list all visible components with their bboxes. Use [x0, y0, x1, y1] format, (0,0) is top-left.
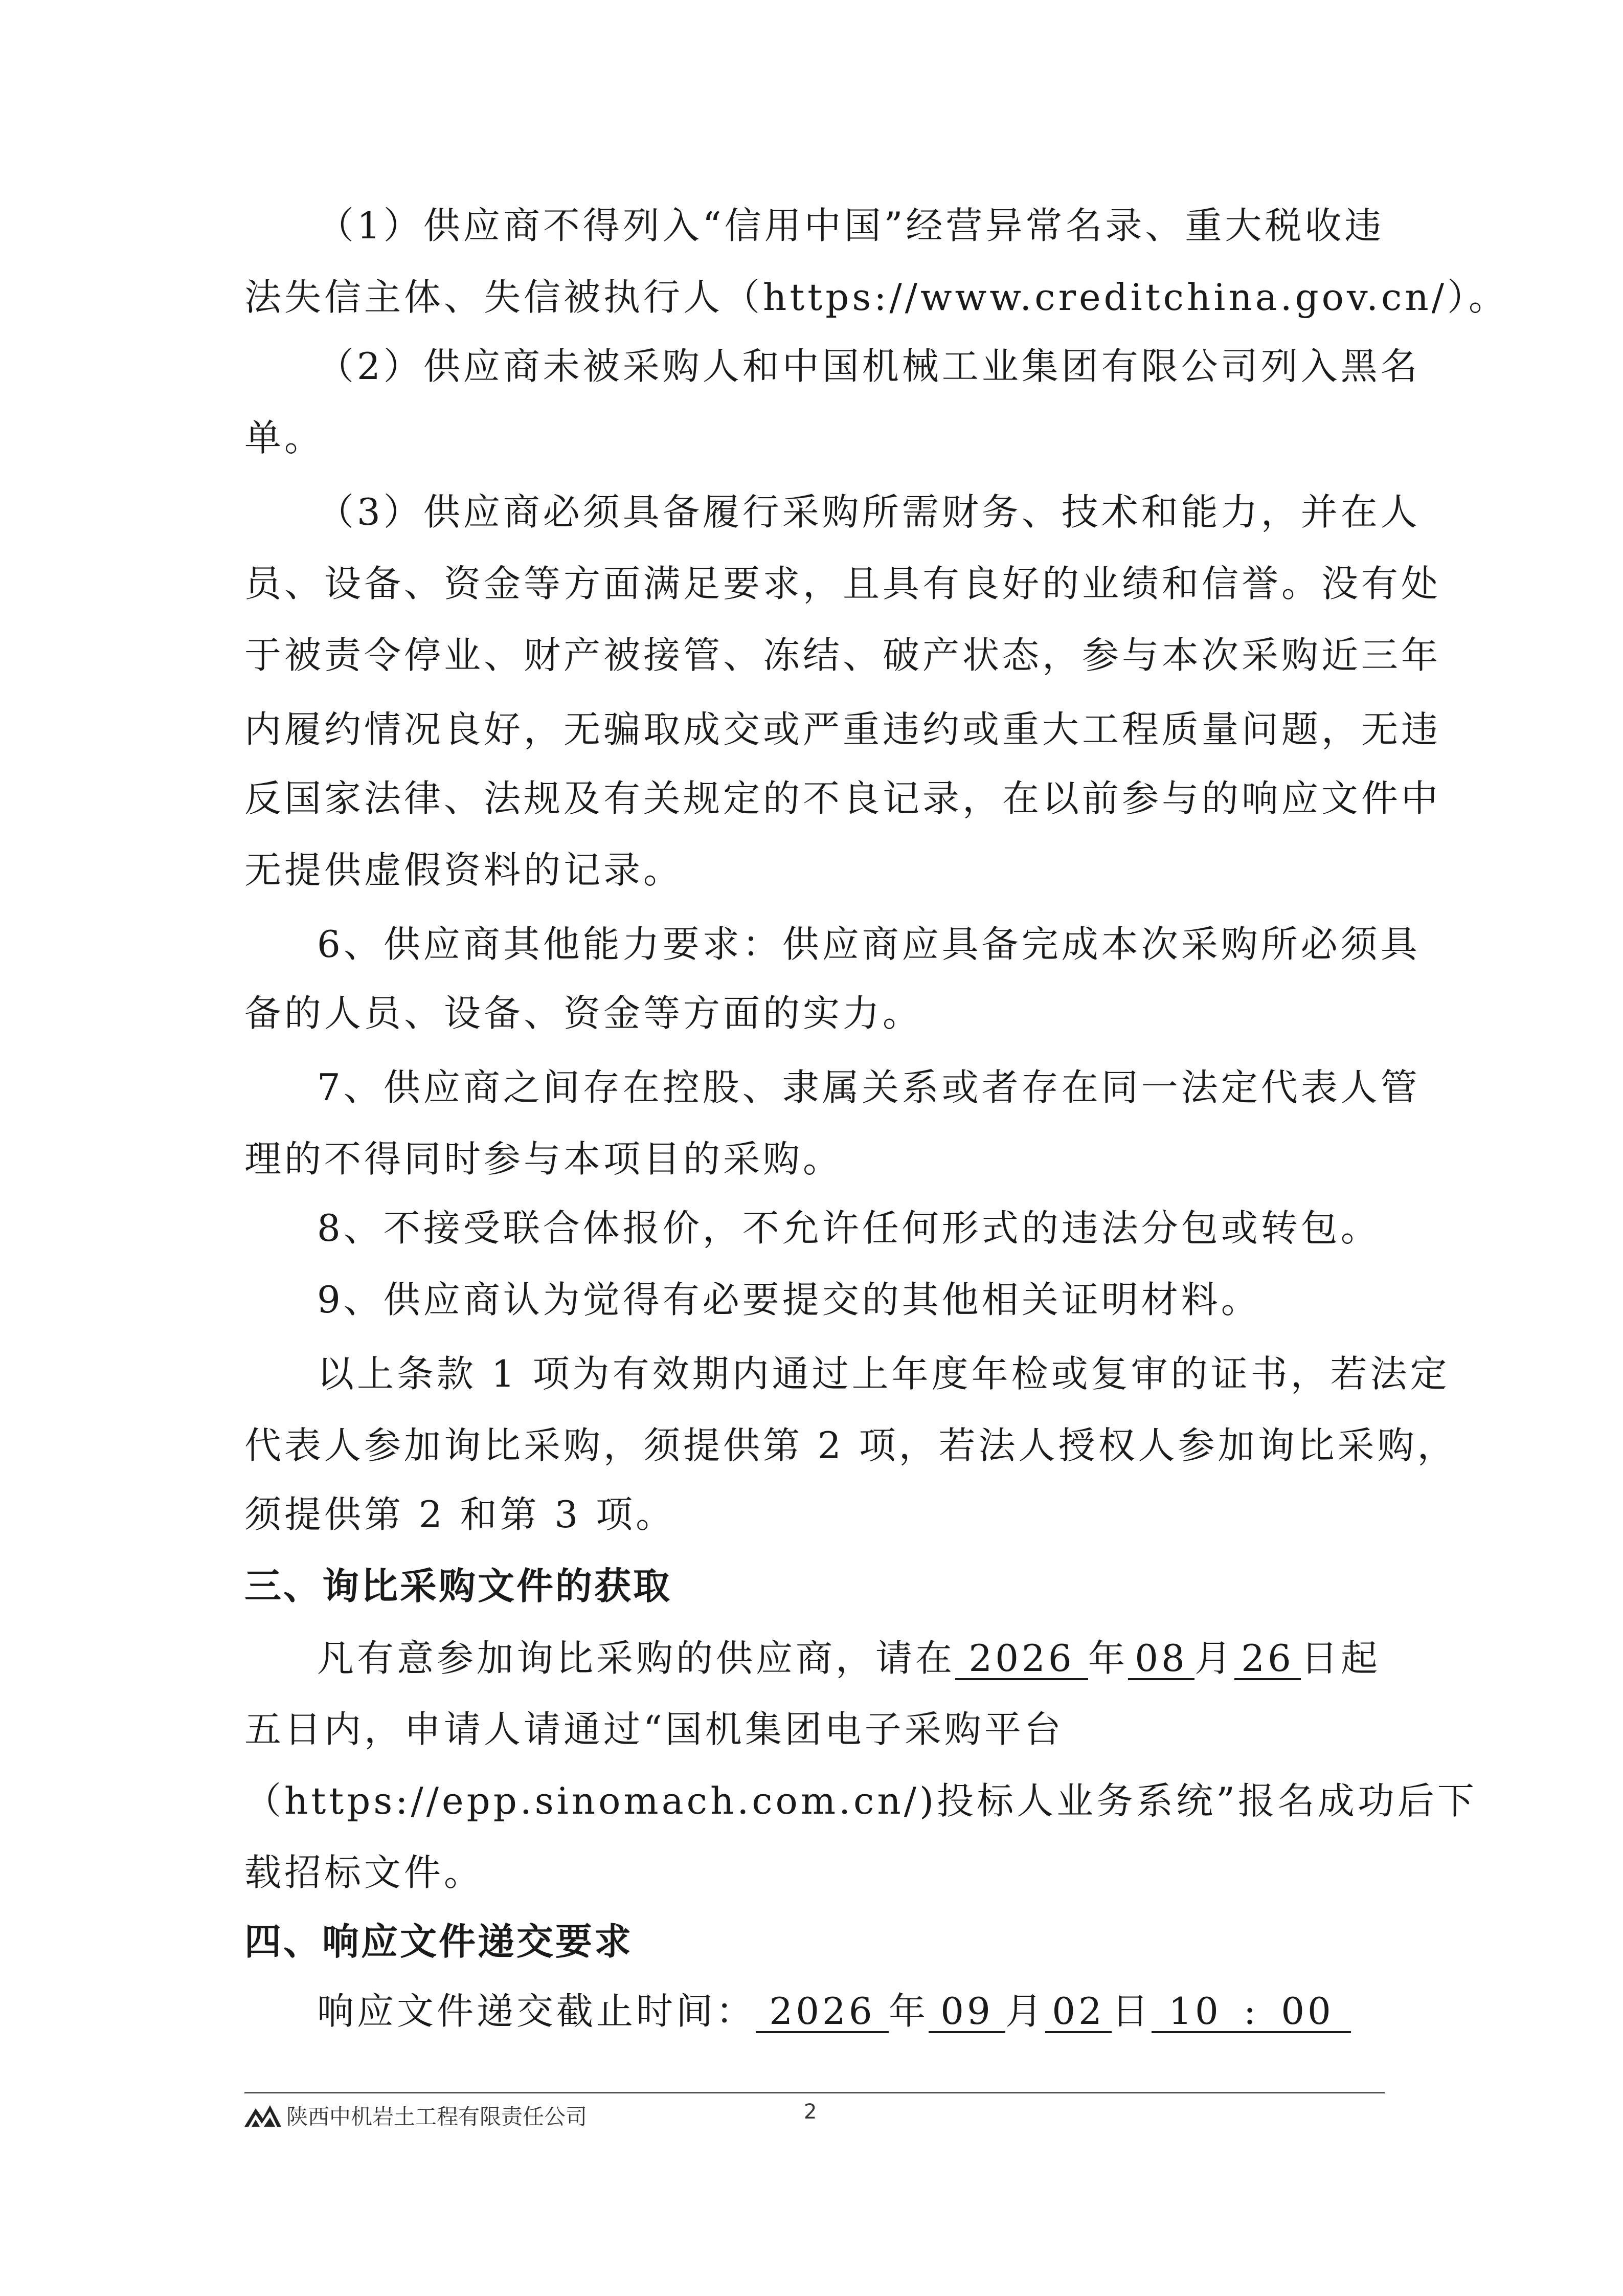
body-line: 法失信主体、失信被执行人（https://www.creditchina.gov.cn/）。	[244, 276, 1509, 319]
month-unit: 月	[1194, 1637, 1235, 1680]
deadline-day-value: 02	[1045, 1992, 1112, 2033]
deadline-minute-value: 00	[1264, 1992, 1351, 2033]
body-line: 须提供第 2 和第 3 项。	[244, 1493, 676, 1536]
body-line: 内履约情况良好，无骗取成交或严重违约或重大工程质量问题，无违	[244, 708, 1441, 751]
section-3-heading: 三、询比采购文件的获取	[244, 1565, 672, 1608]
body-line: 单。	[244, 416, 325, 459]
body-line: 无提供虚假资料的记录。	[244, 849, 684, 891]
body-line: 7、供应商之间存在控股、隶属关系或者存在同一法定代表人管	[317, 1066, 1421, 1109]
deadline-line	[317, 1992, 1386, 2033]
body-line: 五日内，申请人请通过“国机集团电子采购平台	[244, 1708, 1064, 1751]
body-line: 于被责令停业、财产被接管、冻结、破产状态，参与本次采购近三年	[244, 634, 1441, 677]
acquisition-year-value: 2026	[955, 1639, 1088, 1680]
time-colon: :	[1238, 1992, 1264, 2033]
body-line: 载招标文件。	[244, 1851, 484, 1894]
acquisition-month-value: 08	[1128, 1639, 1194, 1680]
body-line: （2）供应商未被采购人和中国机械工业集团有限公司列入黑名	[317, 345, 1421, 388]
body-line: 8、不接受联合体报价，不允许任何形式的违法分包或转包。	[317, 1207, 1381, 1250]
year-unit: 年	[1088, 1637, 1129, 1680]
body-line: （3）供应商必须具备履行采购所需财务、技术和能力，并在人	[317, 491, 1421, 533]
body-line: （https://epp.sinomach.com.cn/)投标人业务系统”报名成功后下	[244, 1779, 1477, 1822]
acquisition-date-line	[317, 1639, 1386, 1680]
day-unit: 日	[1112, 1990, 1152, 2033]
body-line: 反国家法律、法规及有关规定的不良记录，在以前参与的响应文件中	[244, 777, 1441, 820]
body-line: 备的人员、设备、资金等方面的实力。	[244, 992, 923, 1035]
month-unit: 月	[1005, 1990, 1046, 2033]
deadline-month-value: 09	[929, 1992, 1005, 2033]
body-line: （1）供应商不得列入“信用中国”经营异常名录、重大税收违	[317, 204, 1385, 247]
body-line: 理的不得同时参与本项目的采购。	[244, 1138, 843, 1180]
body-line: 6、供应商其他能力要求：供应商应具备完成本次采购所必须具	[317, 923, 1421, 966]
day-unit: 日起	[1301, 1637, 1381, 1680]
body-line: 代表人参加询比采购，须提供第 2 项，若法人授权人参加询比采购，	[244, 1424, 1457, 1467]
deadline-hour-value: 10	[1152, 1992, 1238, 2033]
body-line: 以上条款 1 项为有效期内通过上年度年检或复审的证书，若法定	[317, 1352, 1450, 1395]
company-logo-icon	[244, 2103, 281, 2127]
page-number: 2	[804, 2100, 817, 2124]
body-line: 员、设备、资金等方面满足要求，且具有良好的业绩和信誉。没有处	[244, 562, 1441, 605]
body-line: 9、供应商认为觉得有必要提交的其他相关证明材料。	[317, 1278, 1261, 1321]
footer-divider	[244, 2092, 1385, 2093]
section-4-heading: 四、响应文件递交要求	[244, 1920, 634, 1963]
deadline-year-value: 2026	[756, 1992, 889, 2033]
acquisition-intro-text: 凡有意参加询比采购的供应商，请在	[317, 1637, 956, 1680]
acquisition-day-value: 26	[1234, 1639, 1301, 1680]
year-unit: 年	[889, 1990, 929, 2033]
footer-company-name: 陕西中机岩土工程有限责任公司	[286, 2104, 588, 2129]
deadline-label: 响应文件递交截止时间：	[317, 1990, 756, 2033]
